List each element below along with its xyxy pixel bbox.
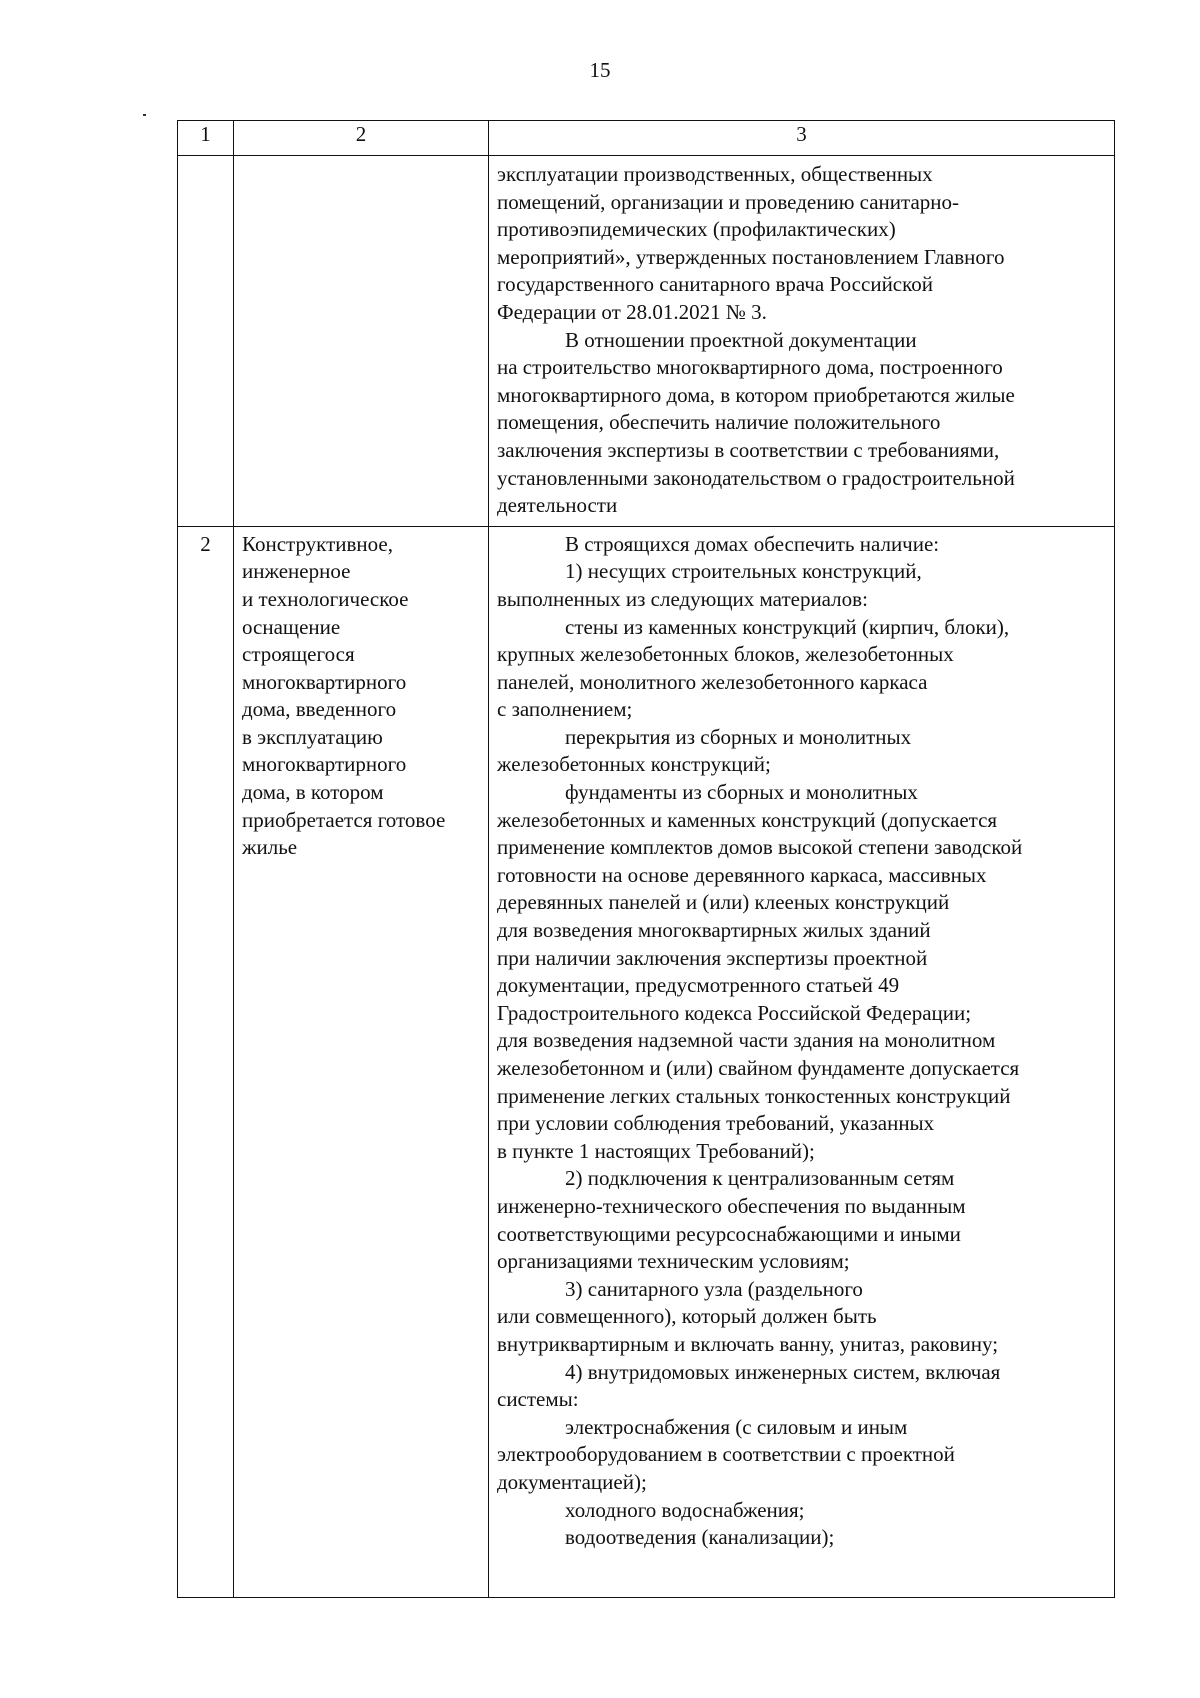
title-line: оснащение (242, 614, 341, 639)
content-line: готовности на основе деревянного каркаса, массивных (497, 862, 987, 887)
title-line: дома, введенного (242, 697, 397, 722)
content-line: стены из каменных конструкций (кирпич, блоки), (565, 614, 1010, 639)
title-line: в эксплуатацию (242, 724, 383, 749)
row-content (489, 156, 1115, 527)
content-line: железобетонном и (или) свайном фундаменте допускается (497, 1056, 1020, 1080)
content-line: заключения экспертизы в соответствии с требованиями, (497, 437, 1000, 462)
requirements-table (177, 120, 1115, 1598)
row-content (489, 526, 1115, 1597)
content-line: применение легких стальных тонкостенных конструкций (497, 1083, 1011, 1108)
title-line: строящегося (242, 642, 355, 667)
column-header-1: 1 (178, 121, 234, 156)
content-line: 2) подключения к централизованным сетям (565, 1166, 955, 1191)
table-row (178, 526, 1115, 1597)
table-header-row (178, 121, 1115, 156)
content-line: 1) несущих строительных конструкций, (565, 559, 922, 584)
content-line: Градостроительного кодекса Российской Федерации; (497, 1000, 972, 1025)
title-line: многоквартирного (242, 669, 407, 694)
content-line: документации, предусмотренного статьей 49 (497, 973, 900, 998)
content-line: документацией); (497, 1469, 647, 1494)
content-line: выполненных из следующих материалов: (497, 586, 868, 611)
title-line: жилье (242, 835, 298, 860)
table-row (178, 156, 1115, 527)
content-line: железобетонных и каменных конструкций (допускается (497, 807, 998, 832)
content-line: железобетонных конструкций; (497, 752, 771, 777)
content-line: внутриквартирным и включать ванну, унитаз, раковину; (497, 1331, 999, 1356)
content-line: деятельности (497, 493, 618, 518)
row-number: 2 (178, 526, 234, 1597)
scan-mark (143, 114, 146, 116)
content-line: или совмещенного), который должен быть (497, 1304, 877, 1329)
content-line: помещения, обеспечить наличие положительного (497, 410, 941, 435)
content-line: мероприятий», утвержденных постановлением Главного (497, 244, 1005, 269)
content-line: электрооборудованием в соответствии с проектной (497, 1442, 955, 1467)
title-line: многоквартирного (242, 752, 407, 777)
content-line: фундаменты из сборных и монолитных (565, 780, 918, 805)
content-line: для возведения многоквартирных жилых зданий (497, 918, 931, 943)
content-line: деревянных панелей и (или) клееных конструкций (497, 890, 950, 915)
content-line: электроснабжения (с силовым и иным (565, 1414, 908, 1439)
page-number: 15 (589, 58, 611, 82)
title-line: инженерное (242, 559, 351, 584)
title-line: и технологическое (242, 586, 409, 611)
column-header-2: 2 (234, 121, 489, 156)
content-line: соответствующими ресурсоснабжающими и иными (497, 1221, 961, 1246)
row-number (178, 156, 234, 527)
content-line: применение комплектов домов высокой степени заводской (497, 835, 1023, 860)
content-line: Федерации от 28.01.2021 № 3. (497, 299, 767, 324)
content-line: помещений, организации и проведению санитарно- (497, 189, 959, 214)
content-line: перекрытия из сборных и монолитных (565, 724, 912, 749)
content-line: панелей, монолитного железобетонного каркаса (497, 669, 928, 694)
content-line: эксплуатации производственных, общественных (497, 162, 933, 186)
content-line: на строительство многоквартирного дома, построенного (497, 355, 1003, 380)
content-line: инженерно-технического обеспечения по выданным (497, 1193, 966, 1218)
content-line: при условии соблюдения требований, указанных (497, 1111, 935, 1136)
title-line: дома, в котором (242, 780, 384, 805)
title-line: Конструктивное, (242, 531, 393, 556)
content-line: в пункте 1 настоящих Требований); (497, 1138, 815, 1163)
content-line: 3) санитарного узла (раздельного (565, 1276, 863, 1301)
content-line: В строящихся домах обеспечить наличие: (565, 531, 940, 556)
column-header-3: 3 (489, 121, 1115, 156)
content-line: с заполнением; (497, 697, 633, 722)
content-line: при наличии заключения экспертизы проектной (497, 945, 928, 970)
row-title (234, 156, 489, 527)
content-line: установленными законодательством о градостроительной (497, 465, 1015, 490)
content-line: В отношении проектной документации (565, 327, 917, 352)
content-line: 4) внутридомовых инженерных систем, включая (565, 1359, 1001, 1384)
content-line: противоэпидемических (профилактических) (497, 217, 896, 242)
row-title (234, 526, 489, 1597)
title-line: приобретается готовое (242, 807, 446, 832)
content-line: многоквартирного дома, в котором приобретаются жилые (497, 382, 1015, 407)
content-line: крупных железобетонных блоков, железобетонных (497, 642, 954, 667)
content-line: организациями техническим условиям; (497, 1249, 850, 1274)
content-line: системы: (497, 1387, 579, 1412)
content-line: холодного водоснабжения; (565, 1497, 805, 1522)
content-line: водоотведения (канализации); (565, 1525, 835, 1550)
content-line: для возведения надземной части здания на монолитном (497, 1028, 996, 1053)
content-line: государственного санитарного врача Российской (497, 272, 933, 297)
